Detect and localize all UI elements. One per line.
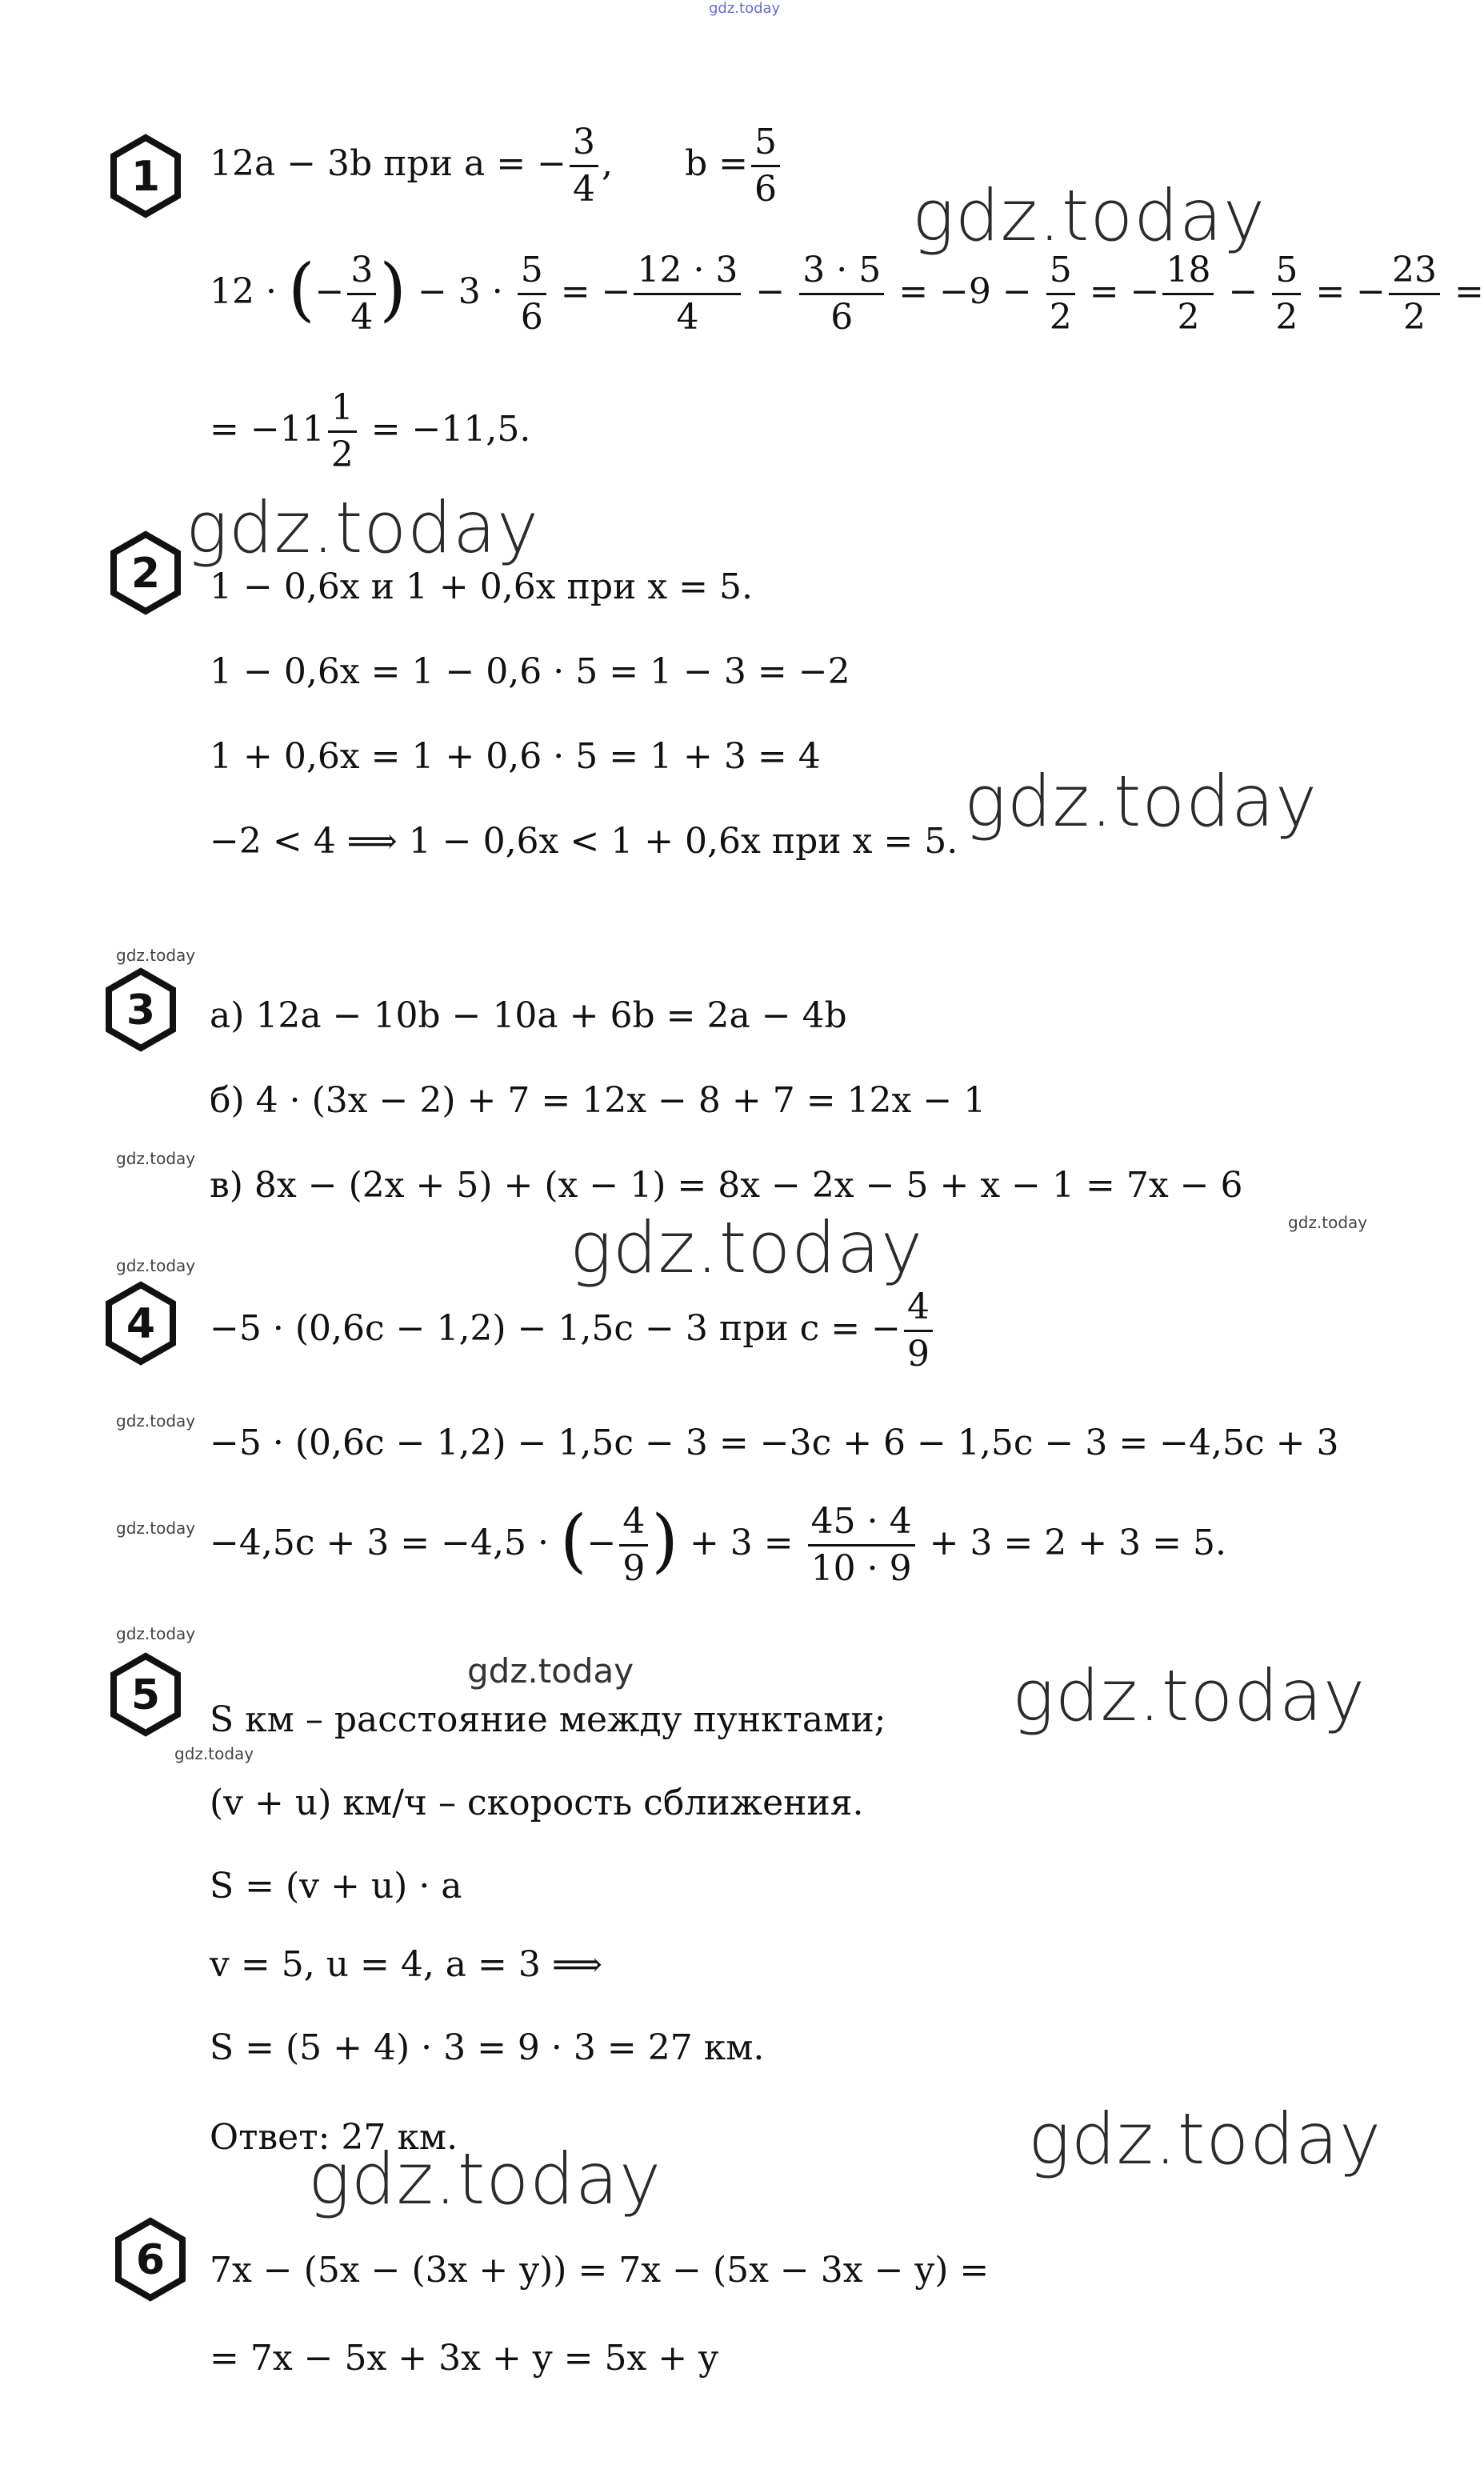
problem-badge-3: [104, 968, 178, 1051]
svg-text:5: 5: [130, 1671, 161, 1719]
p3-line-a: а) 12a − 10b − 10a + 6b = 2a − 4b: [210, 995, 847, 1036]
fraction: $\frac{4}{9}$: [904, 1290, 933, 1372]
p4-line-1: −5 · (0,6c − 1,2) − 1,5c − 3 при c = − $\frac{4}{9}$: [210, 1290, 936, 1372]
problem-badge-1: [109, 134, 182, 218]
fraction: $\frac{18}{2}$: [1162, 253, 1214, 335]
svg-text:1: 1: [130, 153, 161, 201]
p4-line-3: −4,5c + 3 = −4,5 · (− $\frac{4}{9}$ ) + 3 = $\frac{45 \cdot 4}{10 \cdot 9}$ + 3 = 2 + 3 = 5.: [210, 1500, 1226, 1589]
watermark: gdz.today: [308, 2138, 662, 2220]
p5-answer: Ответ: 27 км.: [210, 2117, 458, 2158]
watermark: gdz.today: [116, 1411, 196, 1431]
p4-line-2: −5 · (0,6c − 1,2) − 1,5c − 3 = −3c + 6 − 1,5c − 3 = −4,5c + 3: [210, 1423, 1339, 1463]
p5-line-5: S = (5 + 4) · 3 = 9 · 3 = 27 км.: [210, 2027, 765, 2068]
fraction: $\frac{23}{2}$: [1389, 253, 1440, 335]
fraction: $\frac{12 \cdot 3}{4}$: [634, 253, 741, 335]
p1-line-3: = −11 $\frac{1}{2}$ = −11,5.: [210, 387, 531, 475]
watermark: gdz.today: [116, 1624, 196, 1643]
watermark: gdz.today: [186, 486, 540, 569]
watermark: gdz.today: [912, 174, 1266, 257]
p2-line-3: 1 + 0,6x = 1 + 0,6 · 5 = 1 + 3 = 4: [210, 736, 821, 777]
watermark: gdz.today: [570, 1206, 924, 1289]
watermark: gdz.today: [964, 760, 1318, 842]
p2-line-1: 1 − 0,6x и 1 + 0,6x при x = 5.: [210, 566, 753, 607]
svg-text:6: 6: [135, 2236, 166, 2284]
svg-text:3: 3: [126, 986, 156, 1034]
problem-badge-6: [114, 2218, 187, 2301]
watermark: gdz.today: [1028, 2098, 1382, 2180]
fraction: $\frac{4}{9}$: [619, 1504, 648, 1587]
p5-line-3: S = (v + u) · a: [210, 1866, 462, 1907]
watermark: gdz.today: [467, 1651, 634, 1691]
fraction: $\frac{5}{6}$: [518, 253, 546, 335]
watermark: gdz.today: [116, 1256, 196, 1275]
watermark: gdz.today: [116, 946, 196, 965]
watermark: gdz.today: [116, 1519, 196, 1538]
fraction: $\frac{1}{2}$: [328, 390, 357, 473]
watermark-top: gdz.today: [709, 0, 781, 17]
fraction: $\frac{3}{4}$: [570, 125, 598, 207]
watermark: gdz.today: [174, 1744, 254, 1763]
problem-badge-5: [109, 1653, 182, 1736]
p6-line-2: = 7x − 5x + 3x + y = 5x + y: [210, 2338, 719, 2379]
p1-line-1: 12a − 3b при a = − $\frac{3}{4}$ , b = $\frac{5}{6}$: [210, 125, 783, 207]
p3-line-c: в) 8x − (2x + 5) + (x − 1) = 8x − 2x − 5 + x − 1 = 7x − 6: [210, 1165, 1243, 1206]
fraction: $\frac{5}{2}$: [1046, 253, 1075, 335]
watermark: gdz.today: [1288, 1213, 1368, 1232]
p5-line-2: (v + u) км/ч – скорость сближения.: [210, 1783, 864, 1823]
fraction: $\frac{3 \cdot 5}{6}$: [799, 253, 884, 335]
svg-text:2: 2: [130, 550, 161, 598]
fraction: $\frac{5}{6}$: [751, 125, 780, 207]
svg-text:4: 4: [126, 1300, 156, 1348]
fraction: $\frac{45 \cdot 4}{10 \cdot 9}$: [808, 1504, 915, 1587]
watermark: gdz.today: [1012, 1655, 1366, 1737]
p1-line-2: 12 · (− $\frac{3}{4}$ ) − 3 · $\frac{5}{6}$ = − $\frac{12 \cdot 3}{4}$ − $\frac{3 \cdot 5}{6}$ = −9 − $\frac{5}{2}$ = − $\frac{18}{2}$ − $\frac{5}{2}$ = − $\frac{23}{2}$ =: [210, 249, 1484, 338]
p2-line-4: −2 < 4 ⟹ 1 − 0,6x < 1 + 0,6x при x = 5.: [210, 821, 958, 862]
fraction: $\frac{5}{2}$: [1272, 253, 1301, 335]
problem-badge-4: [104, 1282, 178, 1365]
problem-badge-2: [109, 531, 182, 614]
p3-line-b: б) 4 · (3x − 2) + 7 = 12x − 8 + 7 = 12x − 1: [210, 1080, 986, 1121]
watermark: gdz.today: [116, 1149, 196, 1168]
p6-line-1: 7x − (5x − (3x + y)) = 7x − (5x − 3x − y) =: [210, 2250, 990, 2291]
p2-line-2: 1 − 0,6x = 1 − 0,6 · 5 = 1 − 3 = −2: [210, 651, 850, 692]
p5-line-1: S км – расстояние между пунктами;: [210, 1699, 886, 1740]
fraction: $\frac{3}{4}$: [347, 253, 376, 335]
p5-line-4: v = 5, u = 4, a = 3 ⟹: [210, 1944, 602, 1985]
